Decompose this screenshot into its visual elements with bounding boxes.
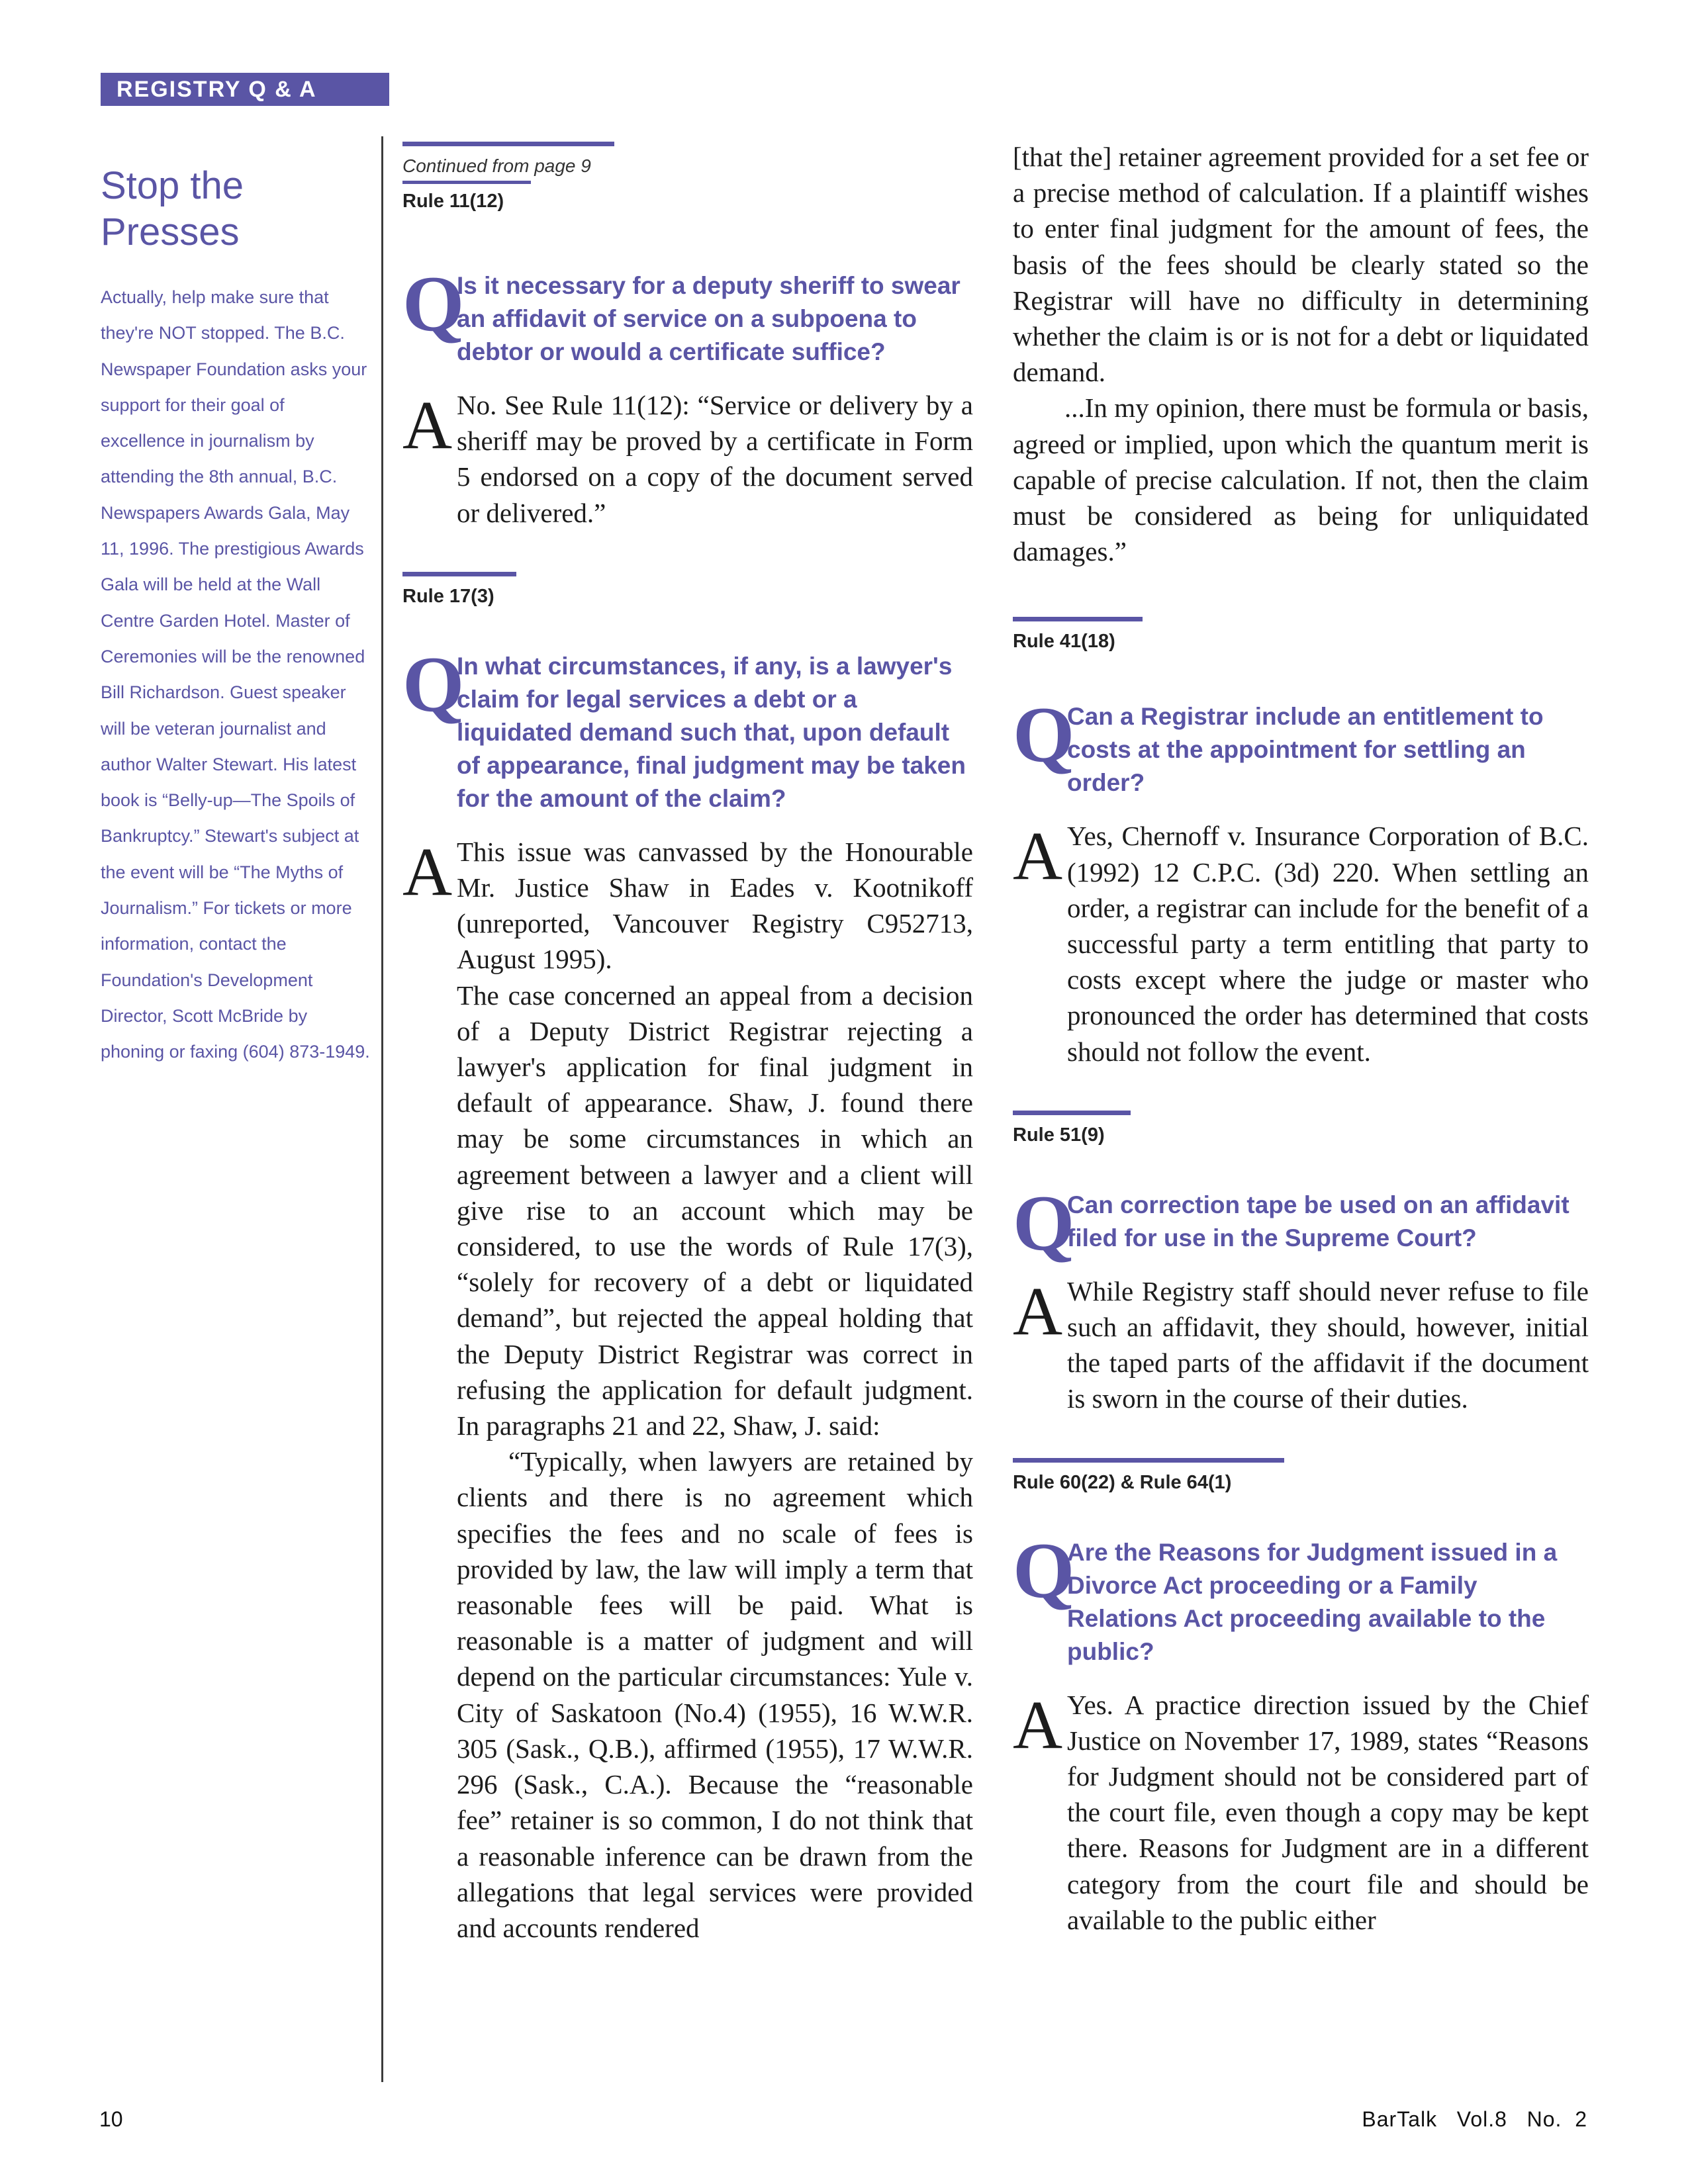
rule-bar xyxy=(1013,1458,1284,1463)
answer-block xyxy=(402,387,973,531)
question-block xyxy=(1013,1178,1589,1267)
q-drop-cap: Q xyxy=(402,639,465,728)
rule-bar xyxy=(402,572,516,576)
rule-label: Rule 17(3) xyxy=(402,585,494,607)
q-drop-cap: Q xyxy=(402,259,465,347)
question-text: Are the Reasons for Judgment issued in a Divorce Act proceeding or a Family Relations Act proceeding available to the public? xyxy=(1067,1538,1558,1665)
right-column xyxy=(1013,139,1589,1938)
question-block xyxy=(1013,1525,1589,1668)
sidebar-body: Actually, help make sure that they're NOT stopped. The B.C. Newspaper Foundation asks your support for their goal of excellence in journalism by attending the 8th annual, B.C. Newspapers Awards Gala, May 11, 1996. The prestigious Awards Gala will be held at the Wall Centre Garden Hotel. Master of Ceremonies will be the renowned Bill Richardson. Guest speaker will be veteran journalist and author Walter Stewart. His latest book is “Belly-up—The Spoils of Bankruptcy.” Stewart's subject at the event will be “The Myths of Journalism.” For tickets or more information, contact the Foundation's Development Director, Scott McBride by phoning or faxing (604) 873-1949. xyxy=(101,287,370,1062)
question-block xyxy=(1013,690,1589,799)
question-text: Can correction tape be used on an affidavit filed for use in the Supreme Court? xyxy=(1067,1191,1570,1251)
sidebar-title: Stop the Presses xyxy=(101,164,244,253)
rule-header xyxy=(1013,1103,1589,1146)
answer-text: Yes. A practice direction issued by the Chief Justice on November 17, 1989, states “Reasons for Judgment should not be considered part of the court file, even though a copy may be kept there. Reasons for Judgment are in a different category from the court file and should be available to the public either xyxy=(1067,1689,1589,1935)
rule-header xyxy=(1013,609,1589,653)
q-drop-cap: Q xyxy=(1013,690,1075,779)
q-drop-cap: Q xyxy=(1013,1178,1075,1267)
a-drop-cap: A xyxy=(402,833,453,910)
q-drop-cap: Q xyxy=(1013,1525,1075,1614)
rule-label: Rule 11(12) xyxy=(402,191,504,212)
answer-block xyxy=(1013,818,1589,1069)
section-tag: REGISTRY Q & A xyxy=(101,73,389,106)
answer-text: This issue was canvassed by the Honourable Mr. Justice Shaw in Eades v. Kootnikoff (unreported, Vancouver Registry C952713, August 1995). xyxy=(457,836,973,975)
publication-info: BarTalk Vol.8 No. 2 xyxy=(1362,2107,1587,2131)
page-number: 10 xyxy=(99,2107,123,2131)
sidebar xyxy=(101,163,372,1070)
rule-label: Rule 51(9) xyxy=(1013,1124,1105,1146)
middle-column xyxy=(402,139,973,1946)
continued-header xyxy=(402,139,973,212)
answer-paragraph: The case concerned an appeal from a decision of a Deputy District Registrar rejecting a lawyer's application for final judgment in default of appearance. Shaw, J. found there may be some circumstances in which an agreement between a lawyer and a client will give rise to an account which may be considered, to use the words of Rule 17(3), “solely for recovery of a debt or liquidated demand”, but rejected the appeal holding that the Deputy District Registrar was correct in refusing the application for default judgment. In paragraphs 21 and 22, Shaw, J. said: xyxy=(457,979,973,1441)
a-drop-cap: A xyxy=(402,387,453,463)
rule-bar xyxy=(1013,617,1143,621)
rule-header xyxy=(1013,1450,1589,1494)
continued-note: Continued from page 9 xyxy=(402,156,591,176)
answer-text: Yes, Chernoff v. Insurance Corporation of B.C. (1992) 12 C.P.C. (3d) 220. When settling an order, a registrar can include for the benefit of a successful party a term entitling that party to costs except where the judge or master who pronounced the order has determined that costs should not follow the event. xyxy=(1067,821,1589,1067)
a-drop-cap: A xyxy=(1013,1686,1063,1763)
rule-header xyxy=(402,564,973,608)
answer-text: While Registry staff should never refuse to file such an affidavit, they should, however, initial the taped parts of the affidavit if the document is sworn in the course of their duties. xyxy=(1067,1275,1589,1414)
a-drop-cap: A xyxy=(1013,1273,1063,1349)
a-drop-cap: A xyxy=(1013,818,1063,895)
answer-block xyxy=(1013,1273,1589,1417)
rule-bar xyxy=(402,181,531,184)
question-block xyxy=(402,259,973,369)
quote-paragraph: “Typically, when lawyers are retained by clients and there is no agreement which specifies the fees and no scale of fees is provided by law, the law will imply a term that reasonable fees will be paid. What is reasonable is a matter of judgment and will depend on the particular circumstances: Yule v. City of Saskatoon (No.4) (1955), 16 W.W.R. 305 (Sask., Q.B.), affirmed (1955), 17 W.W.R. 296 (Sask., C.A.). Because the “reasonable fee” retainer is so common, I do not think that a reasonable inference can be drawn from the allegations that legal services were provided and accounts rendered xyxy=(457,1446,973,1943)
question-block xyxy=(402,639,973,815)
quote-paragraph: ...In my opinion, there must be formula or basis, agreed or implied, upon which the quantum merit is capable of precise calculation. If not, then the claim must be considered as being for unliquidated damages.” xyxy=(1013,392,1589,567)
question-text: Can a Registrar include an entitlement to costs at the appointment for settling an order? xyxy=(1067,703,1544,797)
answer-block xyxy=(402,834,973,1946)
column-divider xyxy=(381,136,383,2082)
rule-bar xyxy=(402,142,614,146)
question-text: Is it necessary for a deputy sheriff to swear an affidavit of service on a subpoena to debtor or would a certificate suffice? xyxy=(457,272,961,365)
answer-block xyxy=(1013,1687,1589,1938)
rule-bar xyxy=(1013,1111,1131,1115)
question-text: In what circumstances, if any, is a lawyer's claim for legal services a debt or a liquidated demand such that, upon default of appearance, final judgment may be taken for the amount of the claim? xyxy=(457,652,966,812)
rule-label: Rule 60(22) & Rule 64(1) xyxy=(1013,1471,1232,1493)
quote-continuation: [that the] retainer agreement provided for a set fee or a precise method of calculation. If a plaintiff wishes to enter final judgment for the amount of fees, the basis of the fees should be clearly stated so the Registrar will have no difficulty in determining whether the claim is or is not for a debt or liquidated demand. xyxy=(1013,142,1589,388)
answer-text: No. See Rule 11(12): “Service or delivery by a sheriff may be proved by a certificate in Form 5 endorsed on a copy of the document served or delivered.” xyxy=(457,390,973,528)
rule-label: Rule 41(18) xyxy=(1013,631,1115,653)
